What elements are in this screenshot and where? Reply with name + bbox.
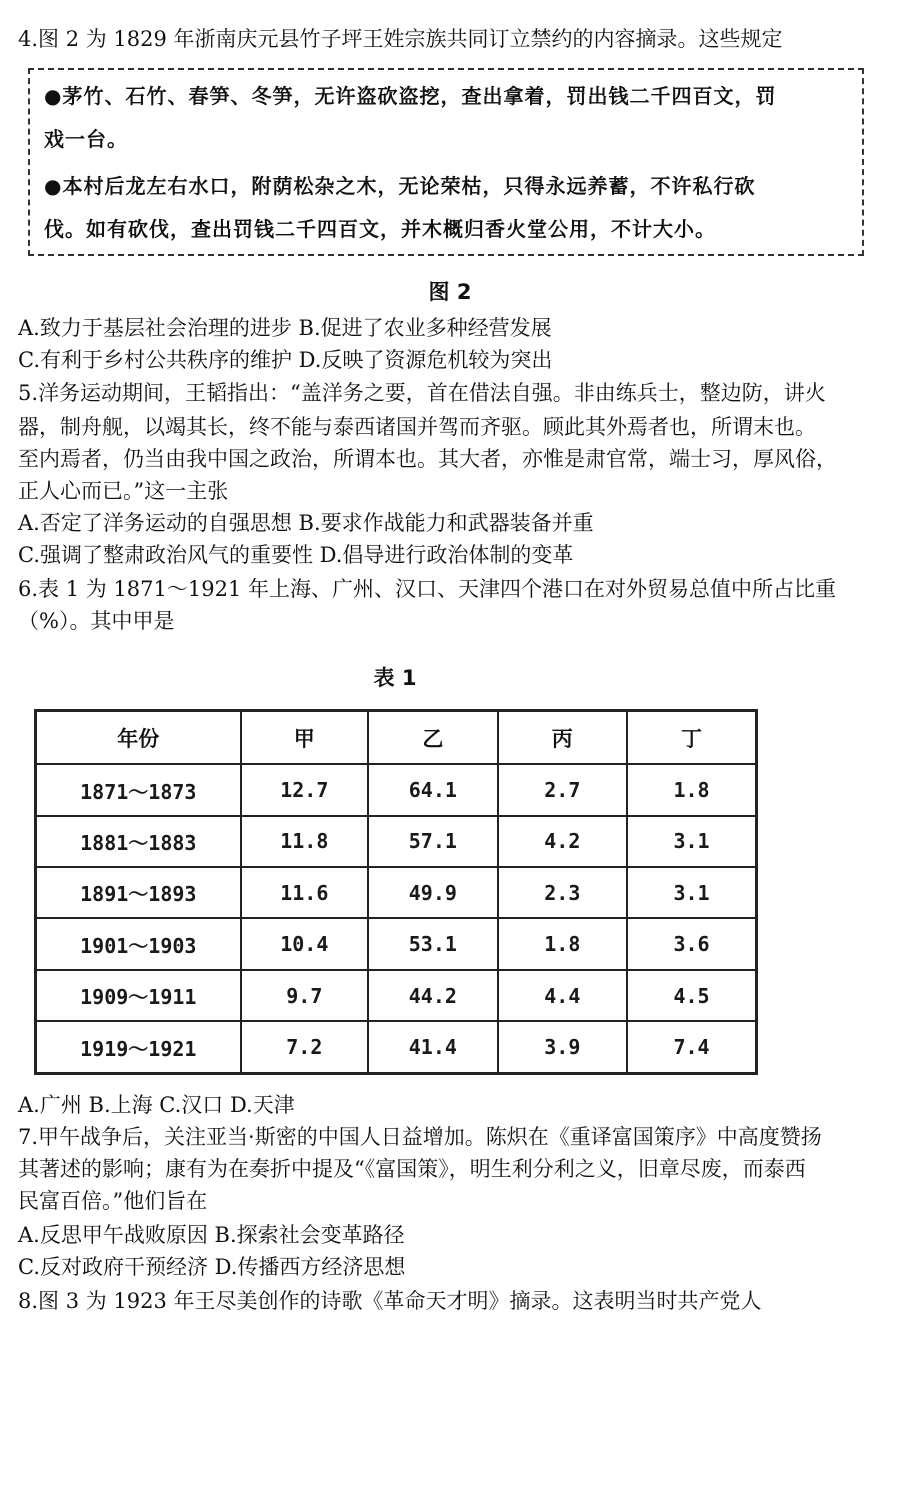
table-cell: 3.6 bbox=[627, 918, 756, 969]
table-cell: 1891～1893 bbox=[36, 867, 241, 918]
table-cell: 1881～1883 bbox=[36, 816, 241, 867]
table-cell: 1.8 bbox=[498, 918, 627, 969]
table-cell: 9.7 bbox=[241, 970, 369, 1021]
table-cell: 49.9 bbox=[368, 867, 498, 918]
table-row bbox=[36, 816, 757, 867]
table-cell: 57.1 bbox=[368, 816, 498, 867]
q5-options-ab: A.否定了洋务运动的自强思想 B.要求作战能力和武器装备并重 bbox=[18, 511, 594, 535]
table-cell: 1919～1921 bbox=[36, 1021, 241, 1073]
q5-line-3: 至内焉者，仍当由我中国之政治，所谓本也。其大者，亦惟是肃官常，端士习，厚风俗， bbox=[18, 447, 837, 471]
table-header-cell: 丁 bbox=[627, 711, 756, 765]
table-cell: 1901～1903 bbox=[36, 918, 241, 969]
table-cell: 1909～1911 bbox=[36, 970, 241, 1021]
table-cell: 7.4 bbox=[627, 1021, 756, 1073]
q5-line-4: 正人心而已。”这一主张 bbox=[18, 479, 229, 503]
table-row bbox=[36, 867, 757, 918]
table-cell: 64.1 bbox=[368, 764, 498, 815]
q6-options: A.广州 B.上海 C.汉口 D.天津 bbox=[18, 1093, 295, 1117]
table-1-caption: 表 1 bbox=[373, 666, 417, 690]
figure-2-box bbox=[28, 68, 864, 256]
q7-line-1: 7.甲午战争后，关注亚当·斯密的中国人日益增加。陈炽在《重译富国策序》中高度赞扬 bbox=[18, 1125, 822, 1149]
table-cell: 12.7 bbox=[241, 764, 369, 815]
table-header-cell: 甲 bbox=[241, 711, 369, 765]
q5-line-1: 5.洋务运动期间，王韬指出：“盖洋务之要，首在借法自强。非由练兵士，整边防，讲火 bbox=[18, 381, 826, 405]
table-cell: 11.6 bbox=[241, 867, 369, 918]
q8-stem: 8.图 3 为 1923 年王尽美创作的诗歌《革命天才明》摘录。这表明当时共产党人 bbox=[18, 1289, 762, 1313]
q7-line-3: 民富百倍。”他们旨在 bbox=[18, 1189, 208, 1213]
table-header-cell: 年份 bbox=[36, 711, 241, 765]
table-cell: 3.1 bbox=[627, 816, 756, 867]
q7-line-2: 其著述的影响；康有为在奏折中提及“《富国策》，明生利分利之义，旧章尽废，而泰西 bbox=[18, 1157, 806, 1181]
table-cell: 4.4 bbox=[498, 970, 627, 1021]
rule-1-line-2: 戏一台。 bbox=[44, 127, 128, 151]
table-cell: 11.8 bbox=[241, 816, 369, 867]
q5-options-cd: C.强调了整肃政治风气的重要性 D.倡导进行政治体制的变革 bbox=[18, 543, 574, 567]
table-header-row bbox=[36, 711, 757, 765]
table-cell: 4.2 bbox=[498, 816, 627, 867]
q7-options-cd: C.反对政府干预经济 D.传播西方经济思想 bbox=[18, 1255, 406, 1279]
q5-line-2: 器，制舟舰，以竭其长，终不能与泰西诸国并驾而齐驱。顾此其外焉者也，所谓末也。 bbox=[18, 415, 816, 439]
q6-line-2: （%）。其中甲是 bbox=[18, 609, 175, 633]
q6-line-1: 6.表 1 为 1871～1921 年上海、广州、汉口、天津四个港口在对外贸易总值中所占比重 bbox=[18, 577, 836, 601]
table-row bbox=[36, 764, 757, 815]
table-cell: 2.7 bbox=[498, 764, 627, 815]
table-row bbox=[36, 918, 757, 969]
table-cell: 1.8 bbox=[627, 764, 756, 815]
table-cell: 41.4 bbox=[368, 1021, 498, 1073]
table-cell: 4.5 bbox=[627, 970, 756, 1021]
table-cell: 44.2 bbox=[368, 970, 498, 1021]
table-cell: 3.9 bbox=[498, 1021, 627, 1073]
figure-2-caption: 图 2 bbox=[428, 280, 472, 304]
rule-2-line-1: ●本村后龙左右水口，附荫松杂之木，无论荣枯，只得永远养蓄，不许私行砍 bbox=[44, 174, 756, 198]
table-cell: 10.4 bbox=[241, 918, 369, 969]
table-header-cell: 丙 bbox=[498, 711, 627, 765]
trade-share-table bbox=[34, 709, 758, 1075]
q4-options-ab: A.致力于基层社会治理的进步 B.促进了农业多种经营发展 bbox=[18, 316, 552, 340]
table-header-cell: 乙 bbox=[368, 711, 498, 765]
table-row bbox=[36, 970, 757, 1021]
rule-1-line-1: ●茅竹、石竹、春笋、冬笋，无许盗砍盗挖，查出拿着，罚出钱二千四百文，罚 bbox=[44, 84, 777, 108]
q4-stem: 4.图 2 为 1829 年浙南庆元县竹子坪王姓宗族共同订立禁约的内容摘录。这些规定 bbox=[18, 27, 783, 51]
q7-options-ab: A.反思甲午战败原因 B.探索社会变革路径 bbox=[18, 1223, 405, 1247]
table-cell: 53.1 bbox=[368, 918, 498, 969]
table-cell: 2.3 bbox=[498, 867, 627, 918]
table-row bbox=[36, 1021, 757, 1073]
table-cell: 7.2 bbox=[241, 1021, 369, 1073]
rule-2-line-2: 伐。如有砍伐，查出罚钱二千四百文，并木概归香火堂公用，不计大小。 bbox=[44, 217, 716, 241]
table-cell: 1871～1873 bbox=[36, 764, 241, 815]
table-cell: 3.1 bbox=[627, 867, 756, 918]
q4-options-cd: C.有利于乡村公共秩序的维护 D.反映了资源危机较为突出 bbox=[18, 348, 553, 372]
